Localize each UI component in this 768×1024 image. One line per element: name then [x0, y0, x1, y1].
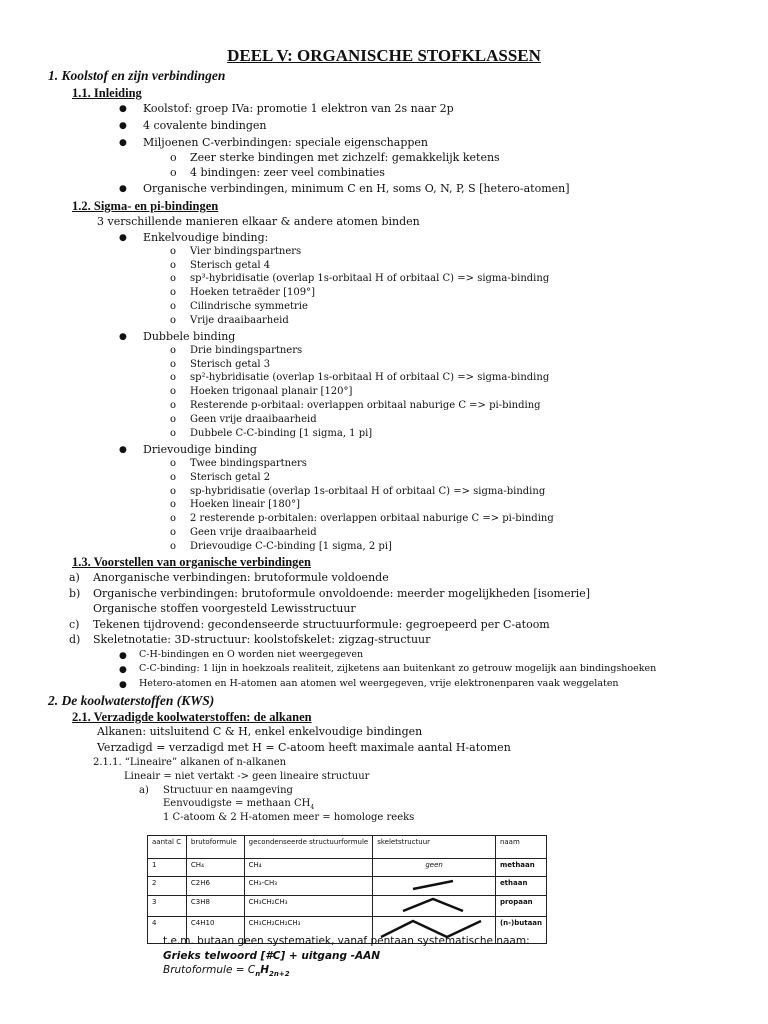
list-item: Resterende p-orbitaal: overlappen orbitaal naburige C => pi-binding — [190, 400, 541, 411]
section-2-heading: 2. De koolwaterstoffen (KWS) — [48, 693, 215, 708]
table-cell: CH₃-CH₃ — [244, 877, 373, 896]
list-item: Enkelvoudige binding: — [143, 231, 269, 244]
body-text: Alkanen: uitsluitend C & H, enkel enkelvoudige bindingen — [97, 725, 423, 738]
list-item: Koolstof: groep IVa: promotie 1 elektron van 2s naar 2p — [143, 102, 454, 115]
table-cell: methaan — [495, 859, 546, 877]
list-item: Sterisch getal 2 — [190, 472, 271, 483]
table-cell: 1 — [148, 859, 187, 877]
list-item: Hetero-atomen en H-atomen aan atomen wel weergegeven, vrije elektronenparen vaak weggelaten — [139, 678, 619, 689]
bullet-circle: o — [170, 151, 177, 164]
list-item: Geen vrije draaibaarheid — [190, 414, 317, 425]
list-item: Dubbele C-C-binding [1 sigma, 1 pi] — [190, 428, 373, 439]
enum-label: d) — [69, 633, 81, 646]
note-text: Grieks telwoord [#C] + uitgang -AAN — [163, 950, 381, 962]
bullet-dot: ● — [119, 680, 127, 690]
bullet-circle: o — [170, 400, 177, 411]
bullet-circle: o — [170, 287, 177, 298]
bullet-circle: o — [170, 246, 177, 257]
list-item: Organische stoffen voorgesteld Lewisstructuur — [93, 602, 356, 615]
skeleton-propane-cell — [373, 896, 496, 917]
note-text: t.e.m. butaan geen systematiek, vanaf pentaan systematische naam: — [163, 935, 530, 947]
table-cell: 2 — [148, 877, 187, 896]
page-title: DEEL V: ORGANISCHE STOFKLASSEN — [227, 46, 541, 65]
list-item: 4 bindingen: zeer veel combinaties — [190, 166, 385, 179]
bullet-circle: o — [170, 372, 177, 383]
table-row — [148, 859, 547, 877]
table-cell: propaan — [495, 896, 546, 917]
list-item: Zeer sterke bindingen met zichzelf: gemakkelijk ketens — [190, 151, 500, 164]
bullet-circle: o — [170, 541, 177, 552]
list-item: Skeletnotatie: 3D-structuur: koolstofskelet: zigzag-structuur — [93, 633, 431, 646]
section-1-heading: 1. Koolstof en zijn verbindingen — [48, 68, 226, 83]
bullet-dot: ● — [119, 104, 127, 114]
bullet-dot: ● — [119, 332, 127, 342]
table-cell: 3 — [148, 896, 187, 917]
list-item: Tekenen tijdrovend: gecondenseerde structuurformule: gegroepeerd per C-atoom — [93, 618, 550, 631]
list-item: Vrije draaibaarheid — [190, 315, 289, 326]
subsection-2-1-1-heading: 2.1.1. “Lineaire” alkanen of n-alkanen — [93, 757, 287, 768]
skeleton-ethane-cell — [373, 877, 496, 896]
body-text: Structuur en naamgeving — [163, 785, 293, 796]
bullet-circle: o — [170, 486, 177, 497]
list-item: Twee bindingspartners — [190, 458, 307, 469]
enum-label: a) — [139, 785, 149, 796]
list-item: sp-hybridisatie (overlap 1s-orbitaal H of orbitaal C) => sigma-binding — [190, 486, 546, 497]
list-item: Organische verbindingen: brutoformule onvoldoende: meerder mogelijkheden [isomerie] — [93, 587, 591, 600]
table-cell: geen — [373, 859, 496, 877]
table-cell: CH₄ — [186, 859, 244, 877]
table-header: naam — [495, 836, 546, 859]
body-text: 1 C-atoom & 2 H-atomen meer = homologe reeks — [163, 812, 415, 823]
table-header: skeletstructuur — [373, 836, 496, 859]
section-1-3-heading: 1.3. Voorstellen van organische verbindingen — [72, 555, 311, 569]
bullet-circle: o — [170, 315, 177, 326]
table-cell: CH₄ — [244, 859, 373, 877]
list-item: Hoeken lineair [180°] — [190, 499, 301, 510]
formula-text: Brutoformule = $C_nH_{2n+2}$ — [163, 964, 290, 979]
list-item: Vier bindingspartners — [190, 246, 302, 257]
list-item: sp²-hybridisatie (overlap 1s-orbitaal H of orbitaal C) => sigma-binding — [190, 372, 550, 383]
section-1-1-heading: 1.1. Inleiding — [72, 86, 142, 100]
table-cell: (n-)butaan — [495, 917, 546, 944]
bullet-circle: o — [170, 472, 177, 483]
skeleton-ethane-drawing — [373, 877, 493, 893]
table-cell: 4 — [148, 917, 187, 944]
bullet-dot: ● — [119, 665, 127, 675]
bullet-circle: o — [170, 260, 177, 271]
skeleton-propane-drawing — [373, 896, 493, 914]
list-item: Organische verbindingen, minimum C en H, soms O, N, P, S [hetero-atomen] — [143, 182, 570, 195]
bullet-circle: o — [170, 414, 177, 425]
enum-label: c) — [69, 618, 80, 631]
bullet-circle: o — [170, 458, 177, 469]
list-item: Drie bindingspartners — [190, 345, 303, 356]
list-item: Sterisch getal 3 — [190, 359, 271, 370]
table-cell: ethaan — [495, 877, 546, 896]
list-item: Cilindrische symmetrie — [190, 301, 308, 312]
list-item: Hoeken tetraëder [109°] — [190, 287, 316, 298]
enum-label: a) — [69, 571, 80, 584]
bullet-dot: ● — [119, 445, 127, 455]
section-2-1-heading: 2.1. Verzadigde koolwaterstoffen: de alkanen — [72, 710, 312, 724]
bullet-circle: o — [170, 359, 177, 370]
intro-text: 3 verschillende manieren elkaar & andere atomen binden — [97, 215, 420, 228]
list-item: Drievoudige binding — [143, 443, 257, 456]
list-item: C-C-binding: 1 lijn in hoekzoals realiteit, zijketens aan buitenkant zo getrouw mogelijk aan bindingshoeken — [139, 663, 657, 674]
body-text: Eenvoudigste = methaan $CH_4$ — [163, 798, 315, 811]
table-cell: C3H8 — [186, 896, 244, 917]
table-header: aantal C — [148, 836, 187, 859]
bullet-dot: ● — [119, 121, 127, 131]
list-item: sp³-hybridisatie (overlap 1s-orbitaal H of orbitaal C) => sigma-binding — [190, 273, 550, 284]
bullet-circle: o — [170, 513, 177, 524]
bullet-circle: o — [170, 499, 177, 510]
bullet-circle: o — [170, 273, 177, 284]
bullet-circle: o — [170, 386, 177, 397]
table-cell: CH₃CH₂CH₃ — [244, 896, 373, 917]
table-row — [148, 877, 547, 896]
list-item: C-H-bindingen en O worden niet weergegeven — [139, 649, 364, 660]
table-header: gecondenseerde structuurformule — [244, 836, 373, 859]
bullet-dot: ● — [119, 138, 127, 148]
list-item: Geen vrije draaibaarheid — [190, 527, 317, 538]
enum-label: b) — [69, 587, 81, 600]
bullet-circle: o — [170, 527, 177, 538]
table-cell: C2H6 — [186, 877, 244, 896]
list-item: Dubbele binding — [143, 330, 236, 343]
list-item: Hoeken trigonaal planair [120°] — [190, 386, 353, 397]
bullet-circle: o — [170, 428, 177, 439]
bullet-circle: o — [170, 166, 177, 179]
table-cell: CH₃CH₂CH₂CH₃ — [244, 917, 373, 944]
table-header-row — [148, 836, 547, 859]
list-item: 4 covalente bindingen — [143, 119, 267, 132]
alkanes-table — [147, 835, 547, 944]
section-1-2-heading: 1.2. Sigma- en pi-bindingen — [72, 199, 219, 213]
body-text: Lineair = niet vertakt -> geen lineaire structuur — [124, 771, 370, 782]
bullet-dot: ● — [119, 184, 127, 194]
bullet-circle: o — [170, 301, 177, 312]
bullet-circle: o — [170, 345, 177, 356]
bullet-dot: ● — [119, 233, 127, 243]
body-text: Verzadigd = verzadigd met H = C-atoom heeft maximale aantal H-atomen — [97, 741, 511, 754]
list-item: Miljoenen C-verbindingen: speciale eigenschappen — [143, 136, 429, 149]
table-header: brutoformule — [186, 836, 244, 859]
table-cell: C4H10 — [186, 917, 244, 944]
table-row — [148, 896, 547, 917]
bullet-dot: ● — [119, 651, 127, 661]
list-item: Anorganische verbindingen: brutoformule voldoende — [93, 571, 389, 584]
list-item: 2 resterende p-orbitalen: overlappen orbitaal naburige C => pi-binding — [190, 513, 554, 524]
list-item: Drievoudige C-C-binding [1 sigma, 2 pi] — [190, 541, 392, 552]
list-item: Sterisch getal 4 — [190, 260, 271, 271]
